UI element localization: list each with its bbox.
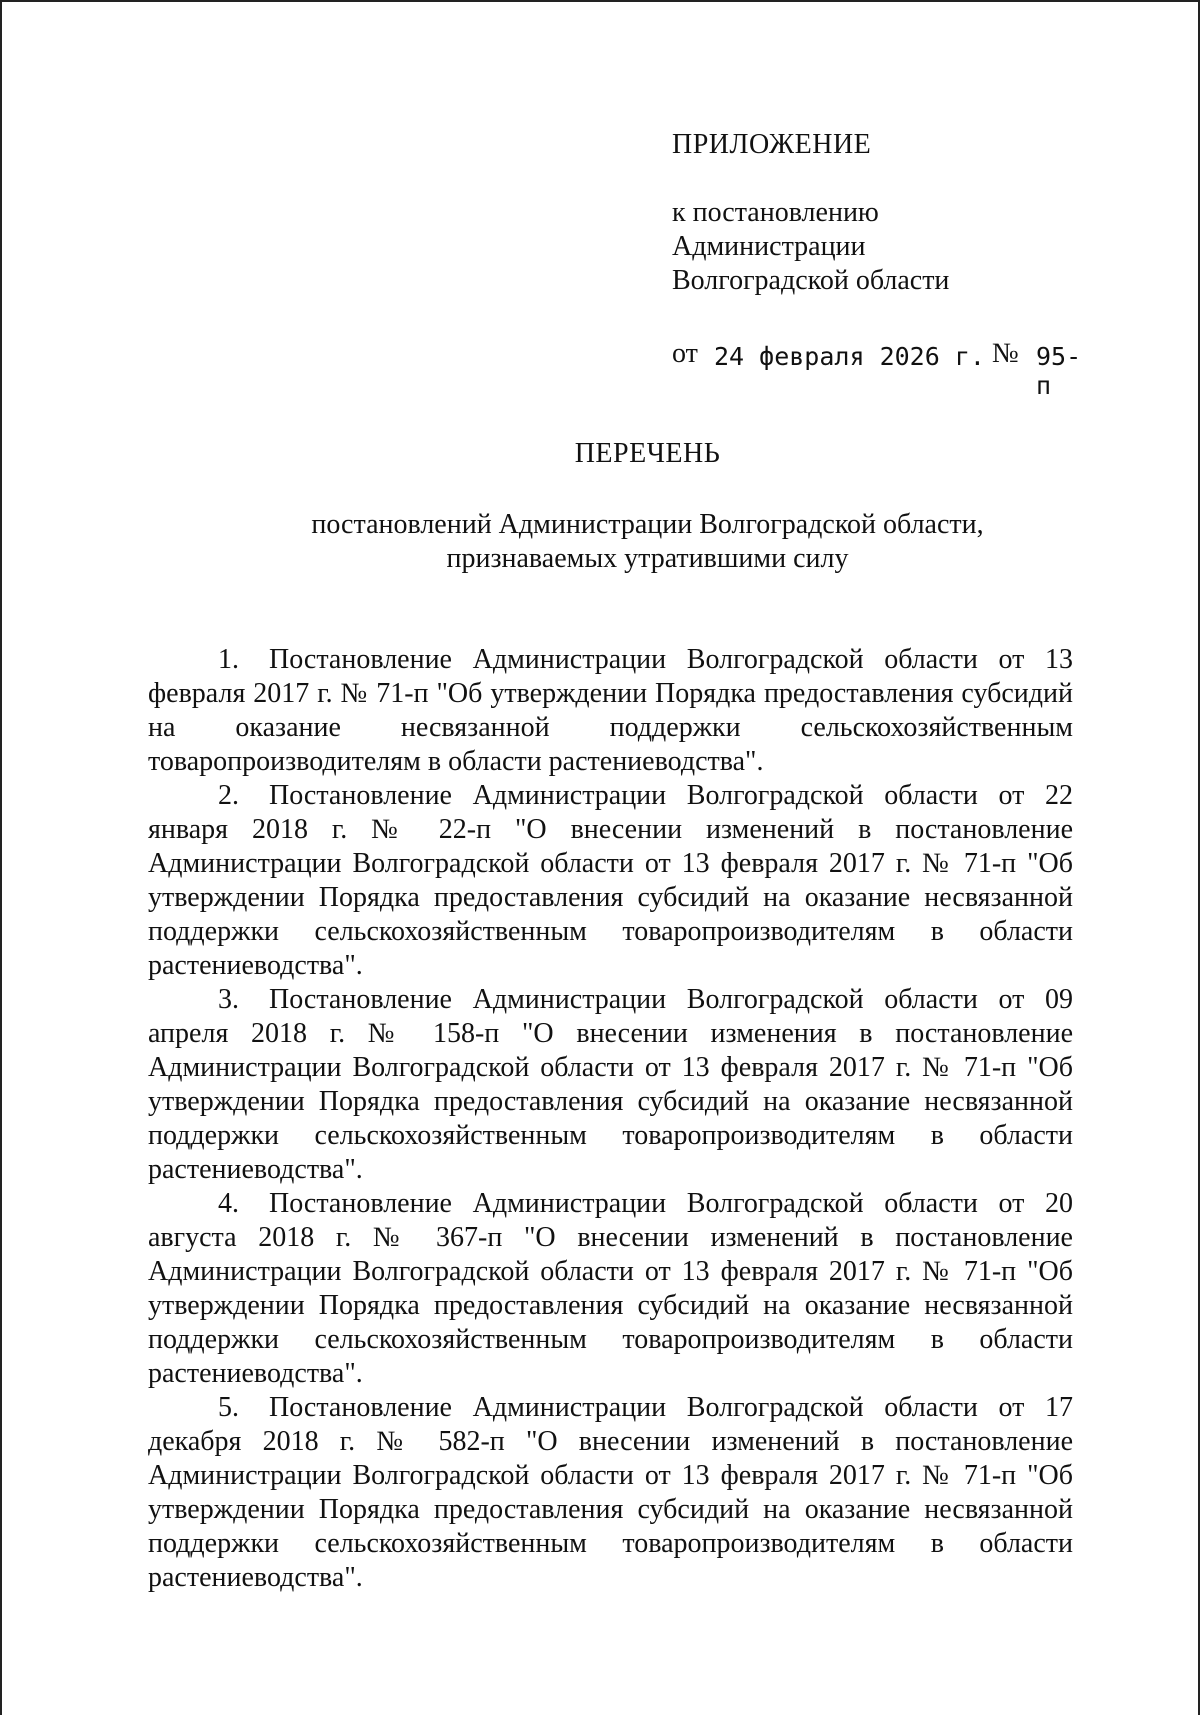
list-title: ПЕРЕЧЕНЬ — [574, 438, 721, 469]
resolution-date-row — [672, 338, 1092, 400]
item-number: 4. — [218, 1188, 239, 1219]
scan-border-top — [0, 0, 1200, 2]
list-subtitle — [0, 508, 1200, 576]
appendix-title: ПРИЛОЖЕНИЕ — [672, 129, 872, 160]
item-number: 3. — [218, 984, 239, 1015]
list-item — [148, 643, 1073, 779]
subtitle-line: постановлений Администрации Волгоградской области, — [311, 509, 984, 540]
item-text: Постановление Администрации Волгоградской области от 22 января 2018 г. № 22-п "О внесении изменений в постановление Администрации Волгоградской области от 13 февраля 2017 г. № 71-п "Об утверждении Порядка предоставления субсидий на оказание несвязанной поддержки сельскохозяйственным товаропроизводителям в области растениеводства". — [148, 780, 1073, 981]
date-prefix: от — [672, 338, 698, 369]
list-item — [148, 1187, 1073, 1391]
appendix-line: Волгоградской области — [672, 265, 950, 296]
appendix-line: к постановлению — [672, 197, 879, 228]
list-item — [148, 1391, 1073, 1595]
list-item — [148, 779, 1073, 983]
item-number: 2. — [218, 780, 239, 811]
resolutions-list — [148, 643, 1073, 1595]
item-number: 1. — [218, 644, 239, 675]
item-text: Постановление Администрации Волгоградской области от 17 декабря 2018 г. № 582-п "О внесении изменений в постановление Администрации Волгоградской области от 13 февраля 2017 г. № 71-п "Об утверждении Порядка предоставления субсидий на оказание несвязанной поддержки сельскохозяйственным товаропроизводителям в области растениеводства". — [148, 1392, 1073, 1593]
item-text: Постановление Администрации Волгоградской области от 20 августа 2018 г. № 367-п "О внесении изменений в постановление Администрации Волгоградской области от 13 февраля 2017 г. № 71-п "Об утверждении Порядка предоставления субсидий на оказание несвязанной поддержки сельскохозяйственным товаропроизводителям в области растениеводства". — [148, 1188, 1073, 1389]
appendix-line: Администрации — [672, 231, 866, 262]
item-number: 5. — [218, 1392, 239, 1423]
subtitle-line: признаваемых утратившими силу — [446, 543, 849, 574]
scan-border-left — [0, 0, 2, 1715]
resolution-date: 24 февраля 2026 г. — [714, 342, 985, 371]
item-text: Постановление Администрации Волгоградской области от 09 апреля 2018 г. № 158-п "О внесении изменения в постановление Администрации Волгоградской области от 13 февраля 2017 г. № 71-п "Об утверждении Порядка предоставления субсидий на оказание несвязанной поддержки сельскохозяйственным товаропроизводителям в области растениеводства". — [148, 984, 1073, 1185]
item-text: Постановление Администрации Волгоградской области от 13 февраля 2017 г. № 71-п "Об утверждении Порядка предоставления субсидий на оказание несвязанной поддержки сельскохозяйственным товаропроизводителям в области растениеводства". — [148, 644, 1073, 777]
resolution-number: 95-п — [1036, 342, 1082, 400]
list-item — [148, 983, 1073, 1187]
appendix-block — [672, 128, 1112, 298]
number-sign: № — [992, 338, 1019, 369]
